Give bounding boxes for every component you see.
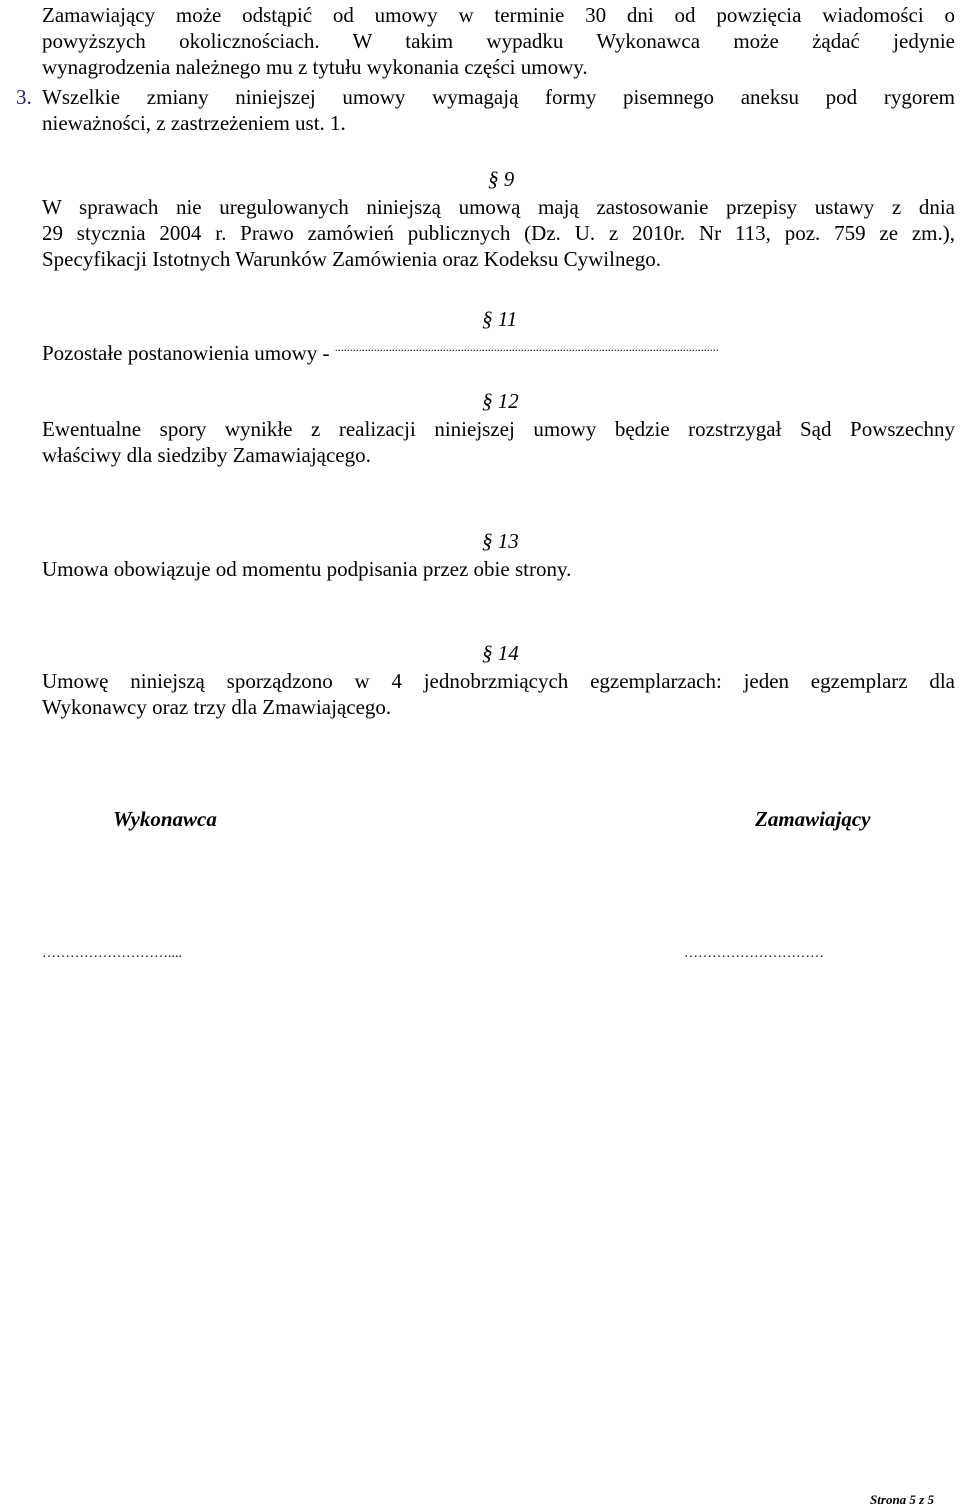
paragraph-line: nieważności, z zastrzeżeniem ust. 1. (42, 111, 346, 135)
paragraph-line: Zamawiający może odstąpić od umowy w terminie 30 dni od powzięcia wiadomości o (42, 3, 955, 27)
paragraph-line: Specyfikacji Istotnych Warunków Zamówienia oraz Kodeksu Cywilnego. (42, 247, 662, 271)
section-heading: § 12 (482, 389, 519, 413)
paragraph-line: właściwy dla siedziby Zamawiającego. (42, 443, 371, 467)
paragraph-line: Ewentualne spory wynikłe z realizacji niniejszej umowy będzie rozstrzygał Sąd Powszechny (42, 417, 955, 441)
paragraph-line (42, 334, 905, 366)
paragraph-line: Umowę niniejszą sporządzono w 4 jednobrzmiących egzemplarzach: jeden egzemplarz dla (42, 669, 955, 693)
paragraph-line: W sprawach nie uregulowanych niniejszą umową mają zastosowanie przepisy ustawy z dnia (42, 195, 955, 219)
page-number: Strona 5 z 5 (870, 1492, 934, 1507)
signature-line-contractor: ……………………….... (42, 946, 182, 961)
paragraph-line: powyższych okolicznościach. W takim wypadku Wykonawca może żądać jedynie (42, 29, 955, 53)
section-heading: § 14 (482, 641, 519, 665)
paragraph-line: 29 stycznia 2004 r. Prawo zamówień publicznych (Dz. U. z 2010r. Nr 113, poz. 759 ze zm.), (42, 221, 955, 245)
section-heading: § 13 (482, 529, 519, 553)
section-heading: § 9 (488, 167, 515, 191)
fill-dots: ................................................................................................................................ (334, 340, 719, 354)
paragraph-line: Wykonawcy oraz trzy dla Zmawiającego. (42, 695, 392, 719)
paragraph-line: Wszelkie zmiany niniejszej umowy wymagają formy pisemnego aneksu pod rygorem (42, 85, 955, 109)
paragraph-line: wynagrodzenia należnego mu z tytułu wykonania części umowy. (42, 55, 588, 79)
signature-line-client: ………………………… (684, 946, 824, 961)
signature-label-contractor: Wykonawca (113, 807, 217, 831)
signature-label-client: Zamawiający (755, 807, 871, 831)
list-number: 3. (16, 85, 32, 109)
section-heading: § 11 (482, 307, 518, 331)
paragraph-text: Pozostałe postanowienia umowy - (42, 341, 330, 365)
paragraph-line: Umowa obowiązuje od momentu podpisania przez obie strony. (42, 557, 572, 581)
